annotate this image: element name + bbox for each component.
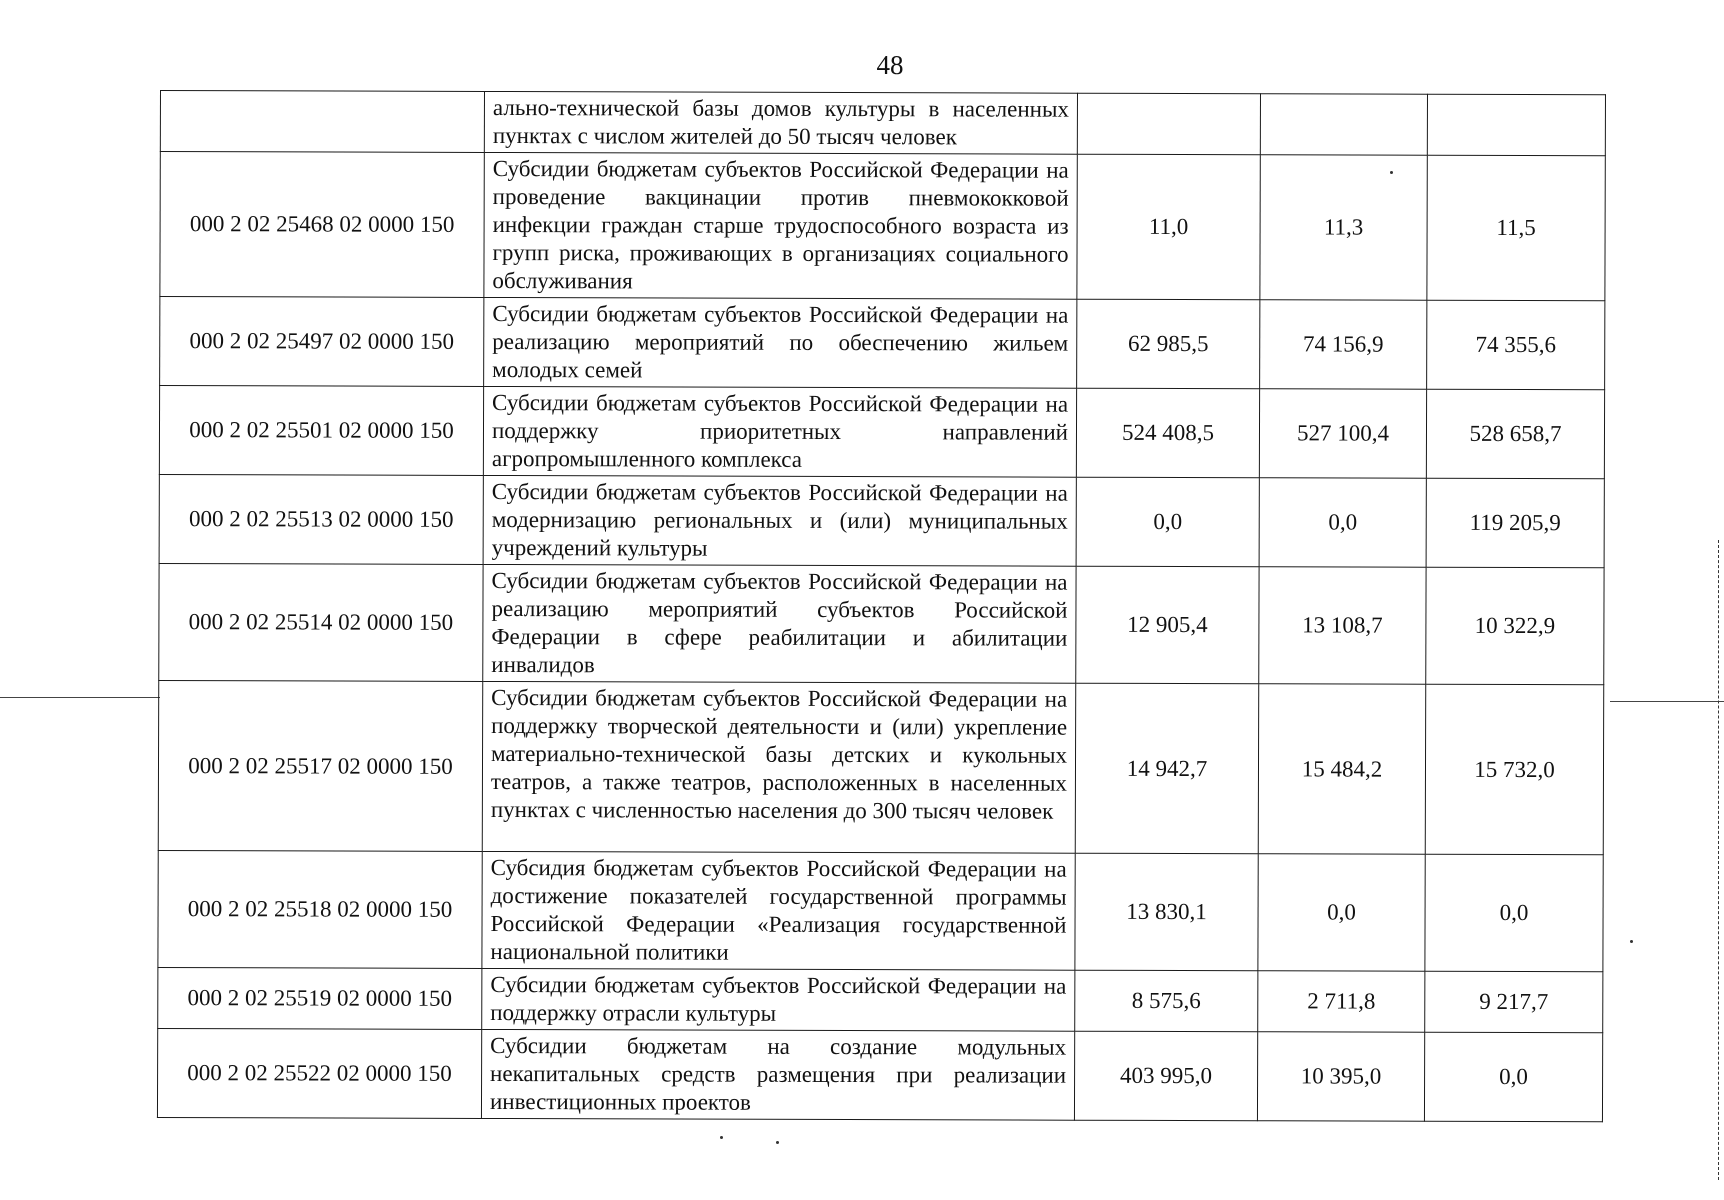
amount-year-2: 10 395,0 bbox=[1257, 1032, 1424, 1121]
table-row bbox=[158, 680, 1603, 854]
table-row bbox=[160, 152, 1605, 301]
classification-code bbox=[160, 91, 484, 153]
amount-year-1: 8 575,6 bbox=[1075, 970, 1258, 1032]
table-row bbox=[158, 967, 1603, 1032]
table-row bbox=[159, 474, 1604, 567]
amount-year-3: 9 217,7 bbox=[1425, 971, 1603, 1033]
subsidy-description: Субсидии бюджетам субъектов Российской Федерации на реализацию мероприятий по обеспечению жильем молодых семей bbox=[484, 297, 1077, 388]
subsidy-description: Субсидии бюджетам субъектов Российской Федерации на реализацию мероприятий субъектов Российской Федерации в сфере реабилитации и абилитации инвалидов bbox=[483, 564, 1076, 683]
amount-year-1: 0,0 bbox=[1076, 477, 1259, 567]
classification-code: 000 2 02 25497 02 0000 150 bbox=[160, 297, 484, 387]
table-row bbox=[160, 91, 1605, 156]
classification-code: 000 2 02 25514 02 0000 150 bbox=[159, 563, 483, 681]
amount-year-1: 14 942,7 bbox=[1075, 683, 1259, 854]
scan-speck bbox=[720, 1136, 723, 1139]
scan-speck bbox=[776, 1141, 779, 1144]
subsidy-description: Субсидии бюджетам на создание модульных некапитальных средств размещения при реализации инвестиционных проектов bbox=[481, 1029, 1074, 1120]
amount-year-3: 0,0 bbox=[1424, 1032, 1602, 1122]
amount-year-3: 15 732,0 bbox=[1425, 684, 1604, 855]
classification-code: 000 2 02 25517 02 0000 150 bbox=[158, 680, 483, 851]
amount-year-3: 119 205,9 bbox=[1426, 478, 1604, 568]
scan-edge-mark bbox=[1718, 540, 1719, 1180]
amount-year-3: 74 355,6 bbox=[1427, 300, 1605, 390]
amount-year-3: 11,5 bbox=[1427, 155, 1605, 301]
subsidy-description: Субсидии бюджетам субъектов Российской Федерации на поддержку приоритетных направлений агропромышленного комплекса bbox=[483, 386, 1076, 477]
table-row bbox=[160, 297, 1605, 390]
budget-subsidies-table bbox=[157, 90, 1606, 1122]
amount-year-1: 524 408,5 bbox=[1076, 388, 1259, 478]
classification-code: 000 2 02 25501 02 0000 150 bbox=[159, 386, 483, 476]
amount-year-3: 0,0 bbox=[1425, 854, 1603, 972]
amount-year-2: 74 156,9 bbox=[1260, 300, 1427, 389]
classification-code: 000 2 02 25522 02 0000 150 bbox=[157, 1028, 481, 1118]
amount-year-3 bbox=[1427, 94, 1605, 156]
table-row bbox=[159, 563, 1604, 684]
page-number: 48 bbox=[876, 50, 904, 80]
subsidy-description: ально-технической базы домов культуры в населенных пунктах с числом жителей до 50 тысяч человек bbox=[484, 91, 1077, 154]
amount-year-2: 2 711,8 bbox=[1258, 971, 1425, 1032]
amount-year-2: 0,0 bbox=[1258, 854, 1425, 971]
amount-year-2: 0,0 bbox=[1259, 478, 1426, 567]
amount-year-2: 11,3 bbox=[1260, 155, 1427, 300]
classification-code: 000 2 02 25518 02 0000 150 bbox=[158, 850, 482, 968]
table-row bbox=[157, 1028, 1602, 1121]
classification-code: 000 2 02 25468 02 0000 150 bbox=[160, 152, 484, 298]
fold-line-right bbox=[1610, 701, 1724, 702]
table-row bbox=[158, 850, 1603, 971]
table-row bbox=[159, 386, 1604, 479]
amount-year-1 bbox=[1077, 93, 1260, 155]
fold-line-left bbox=[0, 697, 160, 698]
amount-year-2: 527 100,4 bbox=[1259, 389, 1426, 478]
amount-year-1: 12 905,4 bbox=[1076, 566, 1259, 684]
amount-year-3: 528 658,7 bbox=[1426, 389, 1604, 479]
amount-year-3: 10 322,9 bbox=[1426, 567, 1604, 685]
amount-year-1: 13 830,1 bbox=[1075, 853, 1258, 971]
subsidy-description: Субсидии бюджетам субъектов Российской Федерации на проведение вакцинации против пневмококковой инфекции граждан старше трудоспособного возраста из групп риска, проживающих в организациях социального обслуживания bbox=[484, 152, 1077, 299]
amount-year-2 bbox=[1260, 94, 1427, 155]
scan-speck bbox=[1630, 940, 1633, 943]
subsidy-description: Субсидии бюджетам субъектов Российской Федерации на модернизацию региональных и (или) муниципальных учреждений культуры bbox=[483, 475, 1076, 566]
subsidy-description: Субсидии бюджетам субъектов Российской Федерации на поддержку творческой деятельности и (или) укрепление материально-технической базы детских и кукольных театров, а также театров, расположенных в населенных пунктах с численностью населения до 300 тысяч человек bbox=[482, 681, 1076, 853]
subsidy-description: Субсидия бюджетам субъектов Российской Федерации на достижение показателей государственной программы Российской Федерации «Реализация государственной национальной политики bbox=[482, 851, 1075, 970]
amount-year-1: 11,0 bbox=[1077, 154, 1260, 300]
subsidy-description: Субсидии бюджетам субъектов Российской Федерации на поддержку отрасли культуры bbox=[482, 968, 1075, 1031]
amount-year-1: 62 985,5 bbox=[1077, 299, 1260, 389]
classification-code: 000 2 02 25513 02 0000 150 bbox=[159, 474, 483, 564]
classification-code: 000 2 02 25519 02 0000 150 bbox=[158, 967, 482, 1029]
amount-year-1: 403 995,0 bbox=[1074, 1031, 1257, 1121]
amount-year-2: 15 484,2 bbox=[1258, 684, 1426, 854]
amount-year-2: 13 108,7 bbox=[1259, 567, 1426, 684]
